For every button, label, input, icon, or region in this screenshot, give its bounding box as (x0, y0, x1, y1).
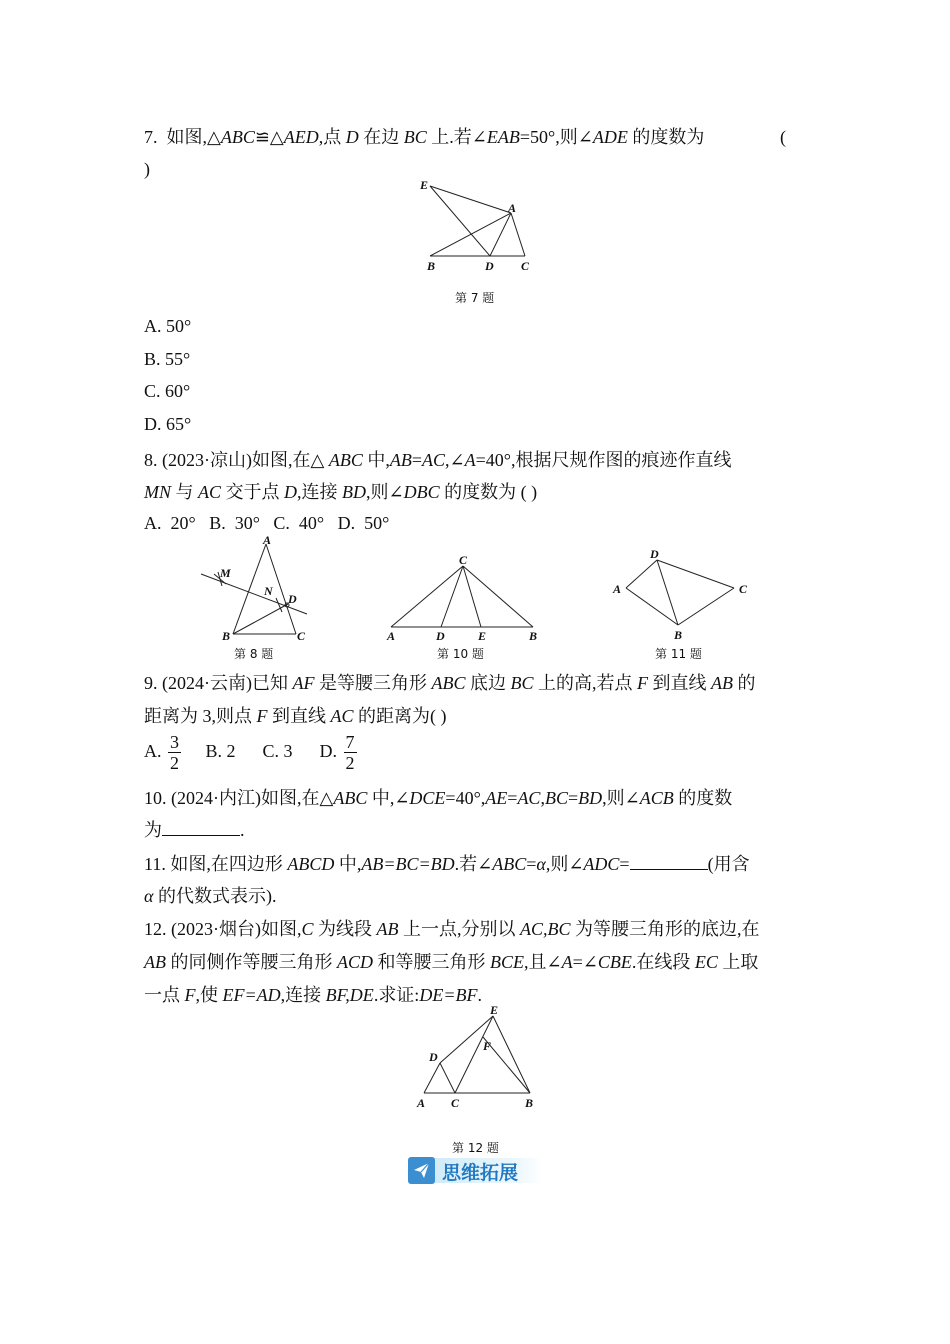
q7-label-e: E (420, 178, 429, 192)
q8-label-a: A (263, 534, 272, 547)
q10-stem-line2: 为 . (144, 817, 245, 843)
q8-label-b: B (222, 629, 231, 643)
q7-label-a: A (508, 201, 517, 215)
q9-option-a-label: A. (144, 741, 162, 761)
q11-caption: 第 11 题 (655, 647, 702, 661)
q7-figure (415, 176, 535, 276)
q7-option-b: B. 55° (144, 349, 191, 369)
q10-label-d: D (436, 629, 445, 643)
q12-label-f: F (483, 1039, 492, 1053)
q9-option-c: C. 3 (262, 741, 293, 761)
q9-option-d-fraction: $\frac{7}{2}$ (345, 732, 355, 774)
q12-label-e: E (490, 1003, 499, 1017)
q7-stem-line1: 7. 如图,△ABC≌△AED,点 D 在边 BC 上.若∠EAB=50°,则∠ADE 的度数为 (144, 127, 705, 147)
q9-option-b: B. 2 (205, 741, 236, 761)
q12-figure (410, 1000, 545, 1115)
q8-label-m: M (220, 566, 231, 580)
q7-label-c: C (521, 259, 530, 273)
q12-label-c: C (451, 1096, 460, 1110)
q9-option-a-fraction: $\frac{3}{2}$ (170, 732, 179, 774)
q11-stem-line1: 11. 如图,在四边形 ABCD 中,AB=BC=BD.若∠ABC=α,则∠ADC= (用含 (144, 851, 750, 877)
q7-caption: 第 7 题 (455, 291, 495, 305)
q12-label-b: B (525, 1096, 534, 1110)
q8-figure (196, 534, 316, 646)
q9-option-d-label: D. (319, 741, 338, 761)
q10-caption: 第 10 题 (437, 647, 484, 661)
q7-answer-paren-close: ) (144, 159, 150, 179)
q8-stem-line2: MN 与 AC 交于点 D,连接 BD,则∠DBC 的度数为 ( ) (144, 482, 538, 502)
q12-stem-line1: 12. (2023·烟台)如图,C 为线段 AB 上一点,分别以 AC,BC 为等腰三角形的底边,在 (144, 919, 760, 939)
q8-label-c: C (297, 629, 306, 643)
banner-label: 思维拓展 (442, 1162, 519, 1184)
thinking-extension-banner (408, 1157, 542, 1184)
q12-caption: 第 12 题 (452, 1141, 499, 1155)
q7-label-b: B (427, 259, 436, 273)
q7-option-a: A. 50° (144, 316, 192, 336)
q9-options (144, 731, 359, 773)
q8-options: A. 20° B. 30° C. 40° D. 50° (144, 513, 390, 533)
q11-label-c: C (739, 582, 748, 596)
q10-label-a: A (387, 629, 396, 643)
q11-label-a: A (613, 582, 622, 596)
q7-label-d: D (485, 259, 494, 273)
q11-label-b: B (674, 628, 683, 642)
q8-stem-line1: 8. (2023·凉山)如图,在△ ABC 中,AB=AC,∠A=40°,根据尺规作图的痕迹作直线 (144, 450, 732, 470)
q11-label-d: D (650, 547, 659, 561)
q10-answer-blank[interactable] (162, 817, 240, 836)
q12-label-d: D (429, 1050, 438, 1064)
paper-plane-icon (408, 1157, 435, 1184)
q8-label-n: N (264, 584, 273, 598)
q10-label-b: B (529, 629, 538, 643)
q8-label-d: D (288, 592, 297, 606)
q7-answer-paren-open: ( (780, 127, 786, 147)
q11-answer-blank[interactable] (630, 851, 708, 870)
q11-stem-line2: α 的代数式表示). (144, 886, 277, 906)
q7-option-d: D. 65° (144, 414, 192, 434)
q8-caption: 第 8 题 (234, 647, 274, 661)
q12-stem-line2: AB 的同侧作等腰三角形 ACD 和等腰三角形 BCE,且∠A=∠CBE.在线段 EC 上取 (144, 952, 759, 972)
q12-label-a: A (417, 1096, 426, 1110)
q10-stem-line1: 10. (2024·内江)如图,在△ABC 中,∠DCE=40°,AE=AC,BC=BD,则∠ACB 的度数 (144, 788, 733, 808)
q12-stem-line3: 一点 F,使 EF=AD,连接 BF,DE.求证:DE=BF. (144, 985, 482, 1005)
q7-option-c: C. 60° (144, 381, 191, 401)
q11-figure (611, 545, 756, 645)
q10-figure (383, 551, 543, 646)
q9-stem-line1: 9. (2024·云南)已知 AF 是等腰三角形 ABC 底边 BC 上的高,若点 F 到直线 AB 的 (144, 673, 756, 693)
q10-label-e: E (478, 629, 487, 643)
q9-stem-line2: 距离为 3,则点 F 到直线 AC 的距离为( ) (144, 706, 447, 726)
q10-label-c: C (459, 553, 468, 567)
